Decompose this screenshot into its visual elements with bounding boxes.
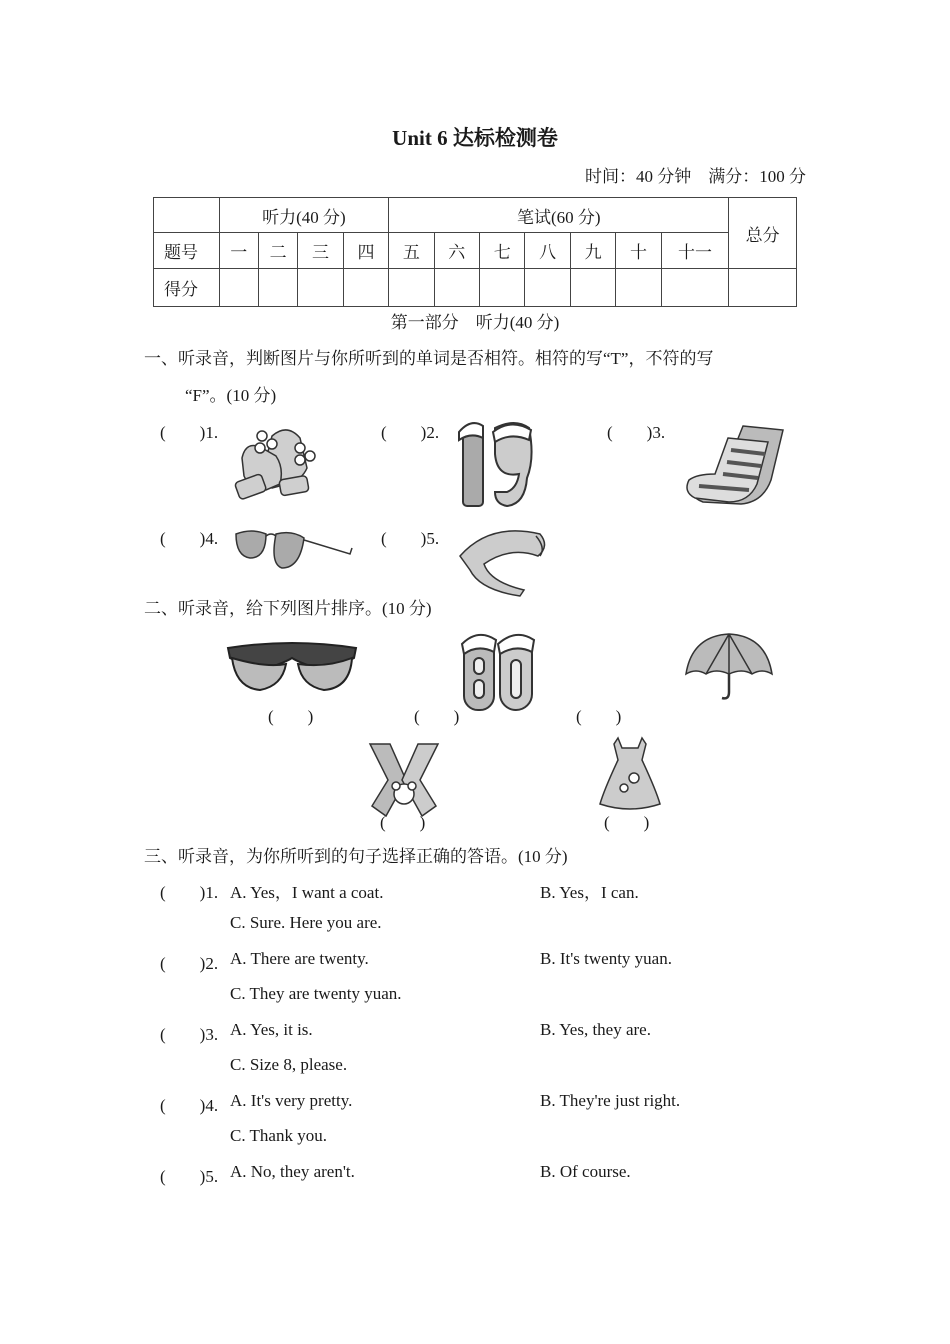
answer-blank[interactable]: ( )4. [160, 529, 219, 548]
col-header: 四 [343, 233, 388, 269]
score-label: 得分 [154, 269, 220, 307]
option-a: A. There are twenty. [230, 949, 369, 968]
number-80-image [460, 630, 536, 712]
page-title: Unit 6 达标检测卷 [392, 126, 558, 150]
option-b: B. Of course. [540, 1162, 631, 1181]
listening-header: 听力(40 分) [219, 198, 389, 233]
order-blank[interactable]: ( ) [380, 813, 426, 832]
col-header: 二 [258, 233, 297, 269]
option-b: B. It's twenty yuan. [540, 949, 672, 968]
sunglasses-image [226, 638, 358, 696]
question-number[interactable]: ( )3. [160, 1025, 219, 1044]
score-cell[interactable] [525, 269, 570, 307]
option-b: B. Yes，I can. [540, 883, 639, 902]
mittens-image [232, 418, 332, 502]
option-c: C. Size 8, please. [230, 1055, 348, 1074]
option-a: A. Yes，I want a coat. [230, 883, 384, 902]
section1-heading: 一、听录音，判断图片与你所听到的单词是否相符。相符的写“T”，不符的写 [144, 349, 714, 368]
col-header: 十 [616, 233, 661, 269]
question-number[interactable]: ( )2. [160, 954, 219, 973]
question-number[interactable]: ( )4. [160, 1096, 219, 1115]
order-blank[interactable]: ( ) [414, 707, 460, 726]
answer-blank[interactable]: ( )1. [160, 423, 219, 442]
option-a: A. Yes, it is. [230, 1020, 313, 1039]
option-c: C. Thank you. [230, 1126, 327, 1145]
order-blank[interactable]: ( ) [604, 813, 650, 832]
score-cell[interactable] [434, 269, 479, 307]
score-cell[interactable] [729, 269, 797, 307]
number-19-image [455, 418, 537, 510]
score-cell[interactable] [219, 269, 258, 307]
col-header: 三 [298, 233, 343, 269]
writing-header: 笔试(60 分) [389, 198, 729, 233]
scarf-image [450, 526, 550, 596]
question-number[interactable]: ( )5. [160, 1167, 219, 1186]
col-header: 十一 [661, 233, 729, 269]
option-a: A. No, they aren't. [230, 1162, 355, 1181]
order-blank[interactable]: ( ) [576, 707, 622, 726]
score-cell[interactable] [258, 269, 297, 307]
score-table [153, 197, 797, 307]
option-c: C. They are twenty yuan. [230, 984, 402, 1003]
option-c: C. Sure. Here you are. [230, 913, 382, 932]
scarf-image [366, 740, 442, 818]
exam-meta: 时间：40 分钟 满分：100 分 [585, 167, 806, 186]
score-cell[interactable] [661, 269, 729, 307]
answer-blank[interactable]: ( )2. [381, 423, 440, 442]
order-blank[interactable]: ( ) [268, 707, 314, 726]
score-cell[interactable] [343, 269, 388, 307]
question-number[interactable]: ( )1. [160, 883, 219, 902]
umbrella-image [682, 628, 776, 702]
section1-heading-cont: “F”。(10 分) [185, 386, 277, 405]
socks-image [683, 418, 793, 508]
dress-image [598, 734, 662, 814]
score-cell[interactable] [298, 269, 343, 307]
section2-heading: 二、听录音，给下列图片排序。(10 分) [144, 599, 432, 618]
question-number-label: 题号 [154, 233, 220, 269]
col-header: 八 [525, 233, 570, 269]
total-header: 总分 [729, 198, 797, 269]
score-cell[interactable] [480, 269, 525, 307]
col-header: 一 [219, 233, 258, 269]
option-b: B. They're just right. [540, 1091, 681, 1110]
option-b: B. Yes, they are. [540, 1020, 651, 1039]
answer-blank[interactable]: ( )5. [381, 529, 440, 548]
answer-blank[interactable]: ( )3. [607, 423, 666, 442]
col-header: 七 [480, 233, 525, 269]
score-cell[interactable] [616, 269, 661, 307]
col-header: 五 [389, 233, 434, 269]
col-header: 九 [570, 233, 615, 269]
score-cell[interactable] [389, 269, 434, 307]
part-heading: 第一部分 听力(40 分) [390, 313, 560, 332]
section3-heading: 三、听录音，为你所听到的句子选择正确的答语。(10 分) [144, 847, 568, 866]
col-header: 六 [434, 233, 479, 269]
table-corner [154, 198, 220, 233]
option-a: A. It's very pretty. [230, 1091, 353, 1110]
sunglasses-image [232, 528, 356, 576]
score-cell[interactable] [570, 269, 615, 307]
